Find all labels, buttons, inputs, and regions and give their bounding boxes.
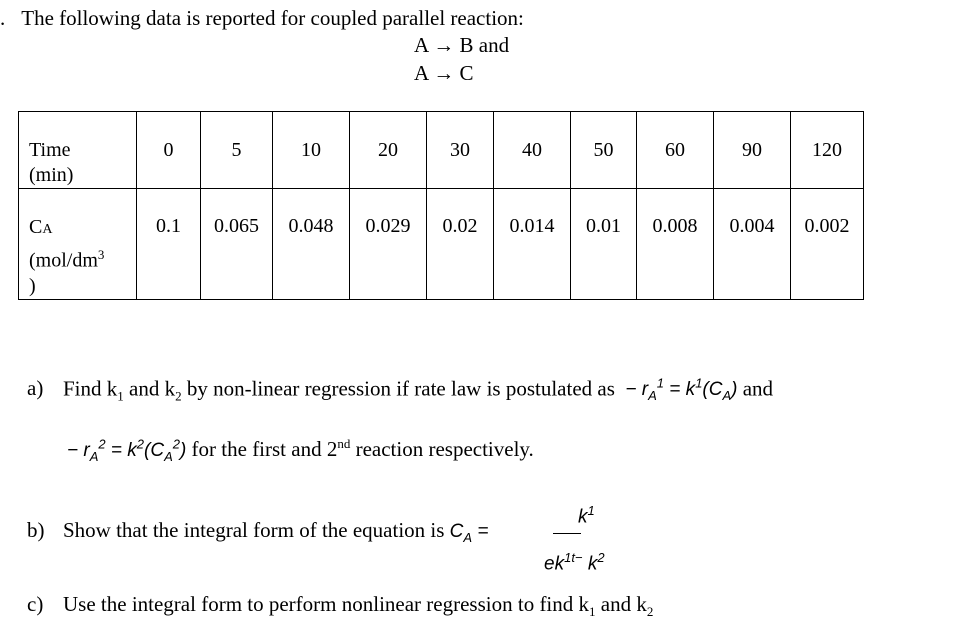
- concentration-cell: 0.01: [571, 189, 637, 300]
- time-cell: 120: [791, 112, 864, 189]
- rate-law-2: − $r_A^2 = k^2(C_A^2)$: [67, 436, 187, 464]
- question-a-label: a): [27, 376, 44, 401]
- concentration-cell: 0.014: [494, 189, 571, 300]
- concentration-cell: 0.002: [791, 189, 864, 300]
- concentration-cell: 0.008: [637, 189, 714, 300]
- question-b: b) Show that the integral form of the equation is $C_A$ =: [27, 518, 489, 545]
- question-b-label: b): [27, 518, 45, 542]
- integral-lhs: $C_A$ =: [449, 521, 489, 545]
- intro-text: The following data is reported for coupled parallel reaction:: [21, 6, 524, 30]
- time-header-label: Time: [29, 139, 71, 161]
- question-a: a) Find $k_1$ and $k_2$ by non-linear regression if rate law is postulated as − $r_A^1 = k^1(C_A)$ and: [27, 376, 774, 404]
- fraction-denominator: $ek^{1t-}$ $k^2$: [544, 550, 605, 575]
- time-cell: 20: [350, 112, 427, 189]
- problem-intro: [0, 6, 524, 31]
- concentration-cell: 0.004: [714, 189, 791, 300]
- data-table: [18, 111, 864, 300]
- rate-law-1: − $r_A^1 = k^1(C_A)$: [625, 376, 738, 404]
- concentration-cell: 0.048: [273, 189, 350, 300]
- concentration-header-cell: CA ($mol/dm^3$ ): [19, 189, 137, 300]
- time-cell: 30: [427, 112, 494, 189]
- question-c-label: c): [27, 592, 44, 616]
- time-cell: 50: [571, 112, 637, 189]
- concentration-cell: 0.065: [201, 189, 273, 300]
- fraction-numerator: $k^1$: [578, 503, 595, 528]
- question-c: c) Use the integral form to perform nonlinear regression to find $k_1$ and $k_2$: [27, 592, 654, 620]
- concentration-cell: 0.029: [350, 189, 427, 300]
- reaction-1: A → B and: [414, 33, 510, 57]
- time-cell: 90: [714, 112, 791, 189]
- question-a-line2: − $r_A^2 = k^2(C_A^2)$ for the first and 2nd reaction respectively.: [67, 436, 534, 464]
- reaction-2: A → C: [414, 61, 474, 85]
- time-cell: 40: [494, 112, 571, 189]
- time-cell: 60: [637, 112, 714, 189]
- time-header-unit: (min): [29, 164, 74, 186]
- table-row-concentration: [19, 189, 864, 300]
- fraction-bar: [553, 533, 581, 534]
- time-cell: 0: [137, 112, 201, 189]
- time-cell: 5: [201, 112, 273, 189]
- time-cell: 10: [273, 112, 350, 189]
- concentration-cell: 0.02: [427, 189, 494, 300]
- problem-number: .: [0, 6, 6, 30]
- concentration-cell: 0.1: [137, 189, 201, 300]
- table-row-time: [19, 112, 864, 189]
- time-header-cell: [19, 112, 137, 189]
